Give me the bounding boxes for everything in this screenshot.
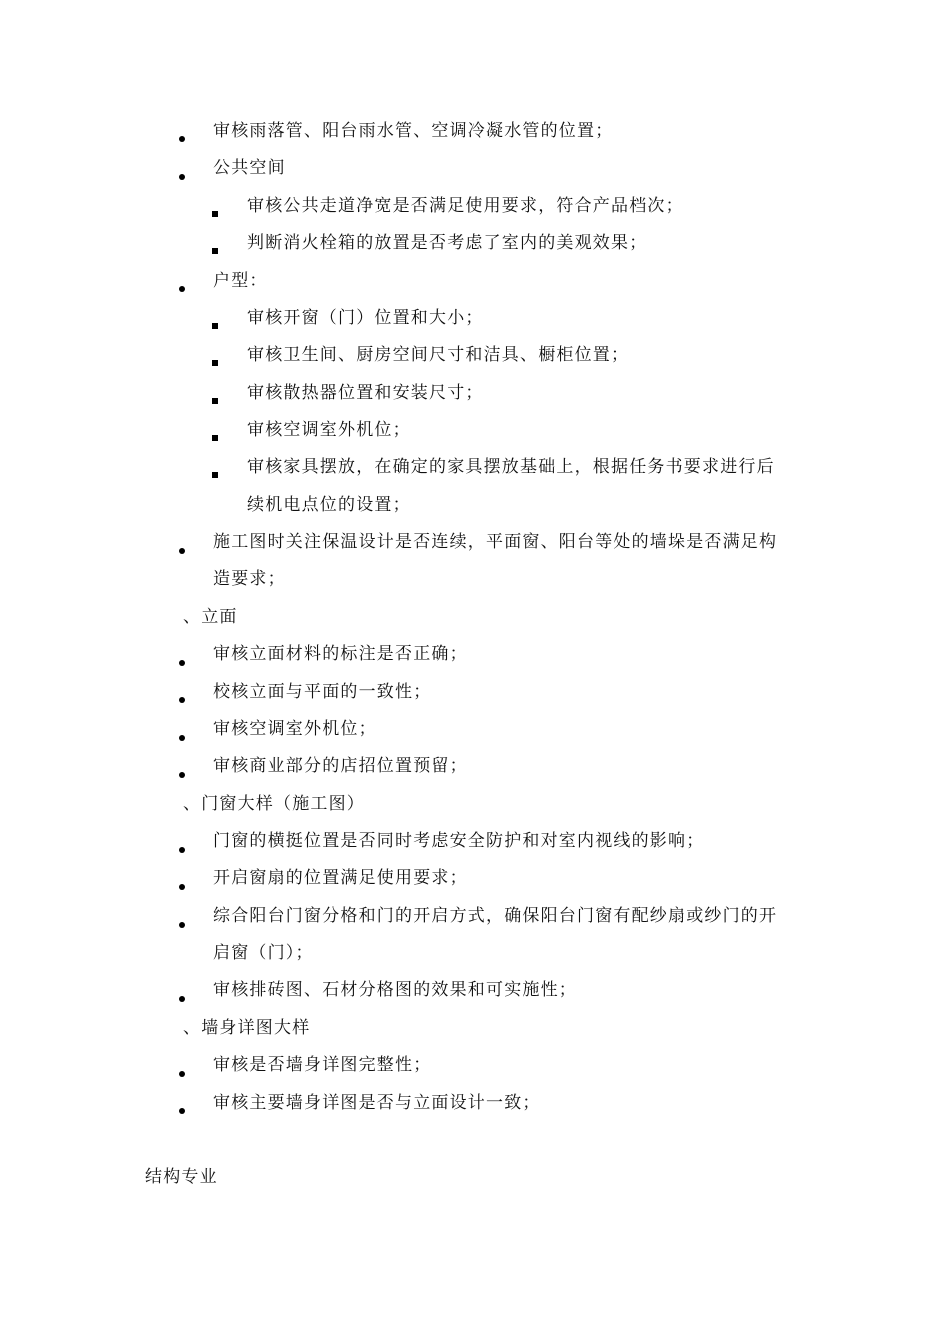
round-bullet-icon <box>179 735 185 741</box>
section-heading: 、门窗大样（施工图） <box>183 794 365 814</box>
sub-list-item-text: 审核家具摆放，在确定的家具摆放基础上，根据任务书要求进行后 <box>247 457 775 477</box>
sub-list-item-text: 审核公共走道净宽是否满足使用要求，符合产品档次； <box>247 196 684 216</box>
sub-list-item-text: 审核空调室外机位； <box>247 420 411 440</box>
round-bullet-icon <box>179 1108 185 1114</box>
sub-list-item-text: 审核散热器位置和安装尺寸； <box>247 383 484 403</box>
list-item-text: 门窗的横挺位置是否同时考虑安全防护和对室内视线的影响； <box>213 831 705 851</box>
list-item-text: 审核立面材料的标注是否正确； <box>213 644 468 664</box>
round-bullet-icon <box>179 286 185 292</box>
square-bullet-icon <box>212 211 218 217</box>
list-item-text: 公共空间 <box>213 158 286 178</box>
square-bullet-icon <box>212 360 218 366</box>
list-item-continuation: 启窗（门）； <box>213 943 314 963</box>
sub-list-item-text: 审核卫生间、厨房空间尺寸和洁具、橱柜位置； <box>247 345 630 365</box>
list-item-text: 户型： <box>213 271 268 291</box>
list-item-text: 审核雨落管、阳台雨水管、空调冷凝水管的位置； <box>213 121 614 141</box>
list-item-text: 审核主要墙身详图是否与立面设计一致； <box>213 1093 541 1113</box>
list-item-text: 综合阳台门窗分格和门的开启方式，确保阳台门窗有配纱扇或纱门的开 <box>213 906 778 926</box>
list-item-text: 开启窗扇的位置满足使用要求； <box>213 868 468 888</box>
sub-list-item-continuation: 续机电点位的设置； <box>247 495 411 515</box>
round-bullet-icon <box>179 1071 185 1077</box>
list-item-text: 审核空调室外机位； <box>213 719 377 739</box>
round-bullet-icon <box>179 174 185 180</box>
square-bullet-icon <box>212 398 218 404</box>
round-bullet-icon <box>179 660 185 666</box>
square-bullet-icon <box>212 472 218 478</box>
round-bullet-icon <box>179 847 185 853</box>
list-item-text: 审核商业部分的店招位置预留； <box>213 756 468 776</box>
list-item-text: 审核是否墙身详图完整性； <box>213 1055 432 1075</box>
list-item-text: 校核立面与平面的一致性； <box>213 682 432 702</box>
sub-list-item-text: 判断消火栓箱的放置是否考虑了室内的美观效果； <box>247 233 648 253</box>
sub-list-item-text: 审核开窗（门）位置和大小； <box>247 308 484 328</box>
list-item-text: 审核排砖图、石材分格图的效果和可实施性； <box>213 980 577 1000</box>
section-heading: 、立面 <box>183 607 238 627</box>
round-bullet-icon <box>179 697 185 703</box>
section-heading: 、墙身详图大样 <box>183 1018 311 1038</box>
list-item-continuation: 造要求； <box>213 569 286 589</box>
round-bullet-icon <box>179 922 185 928</box>
square-bullet-icon <box>212 248 218 254</box>
round-bullet-icon <box>179 772 185 778</box>
round-bullet-icon <box>179 996 185 1002</box>
list-item-text: 施工图时关注保温设计是否连续，平面窗、阳台等处的墙垛是否满足构 <box>213 532 778 552</box>
square-bullet-icon <box>212 323 218 329</box>
round-bullet-icon <box>179 884 185 890</box>
round-bullet-icon <box>179 548 185 554</box>
square-bullet-icon <box>212 435 218 441</box>
chapter-heading: 结构专业 <box>145 1167 218 1187</box>
round-bullet-icon <box>179 136 185 142</box>
